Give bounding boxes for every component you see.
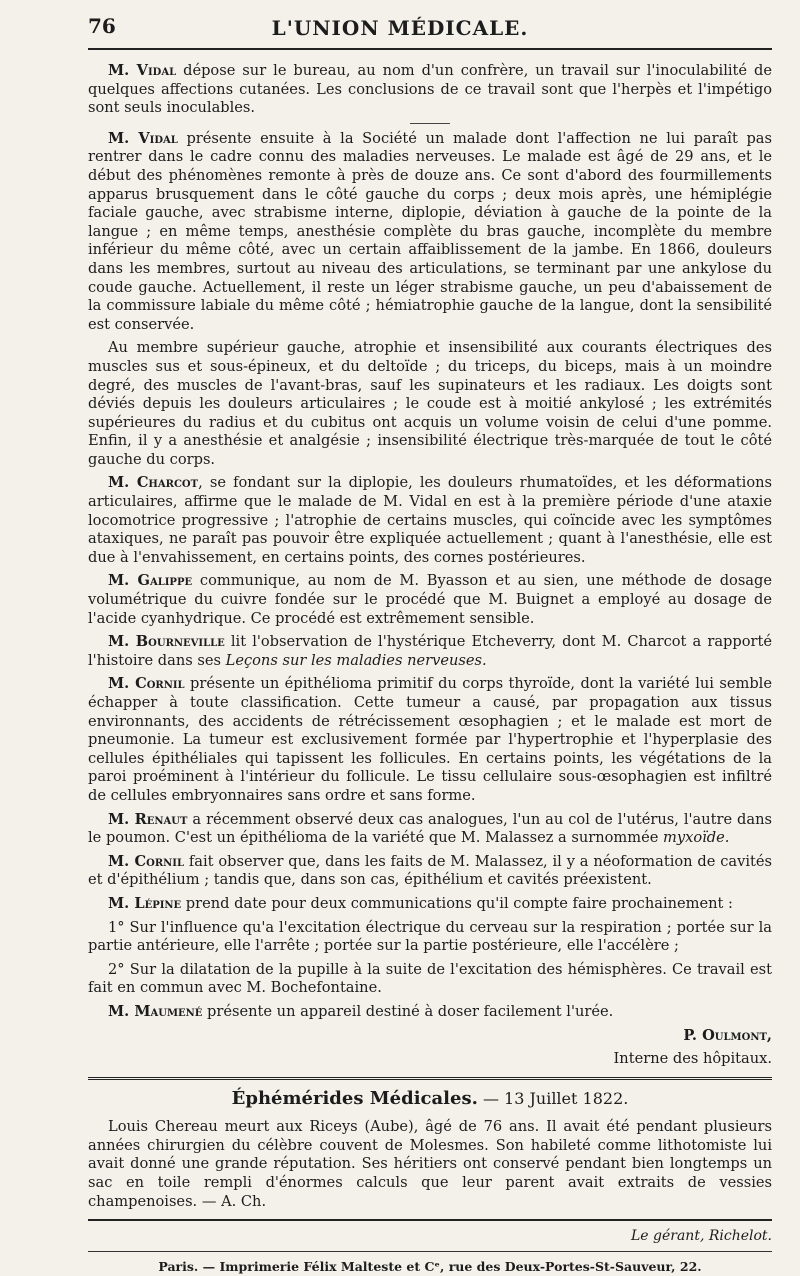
paragraph-text: communique, au nom de M. Byasson et au sien, une méthode de dosage volumétrique du cuivre fondée sur le procédé que M. Buignet a employé au dosage de l'acide cyanhydrique. Ce procédé est extrêmement sensible. (88, 572, 772, 627)
speaker-name: M. Vidal (108, 129, 178, 147)
speaker-name: M. Charcot (108, 474, 199, 492)
italic-term: myxoïde. (663, 829, 730, 847)
paragraph-text: prend date pour deux communications qu'il compte faire prochainement : (181, 894, 733, 912)
paragraph: Au membre supérieur gauche, atrophie et insensibilité aux courants électriques des muscles sus et sous-épineux, et du deltoïde ; du triceps, du biceps, mais à un moindre degré, des muscles de l'avant-bras, sauf les supinateurs et les radiaux. Les doigts sont déviés depuis les douleurs articulaires ; le coude est à moitié ankylosé ; les extrémités supérieures du radius et du cubitus ont acquis un volume voisin de celui d'une pomme. Enfin, il y a anesthésie et analgésie ; insensibilité électrique très-marquée de tout le côté gauche du corps. (88, 339, 772, 468)
paragraph (88, 853, 772, 890)
list-item: 2° Sur la dilatation de la pupille à la suite de l'excitation des hémisphères. Ce travail est fait en commun avec M. Bochefontaine. (88, 960, 772, 997)
article-body (88, 62, 772, 1276)
paragraph-text: a récemment observé deux cas analogues, l'un au col de l'utérus, l'autre dans le poumon. C'est un épithélioma de la variété que M. Malassez a surnommée (88, 810, 772, 847)
book-title: Leçons sur les maladies nerveuses. (225, 651, 487, 669)
paragraph (88, 62, 772, 118)
signature-name: P. Oulmont, (683, 1026, 772, 1044)
paragraph (88, 675, 772, 805)
speaker-name: M. Galippe (108, 572, 193, 590)
ephemerides-title (88, 1087, 772, 1109)
ephemerides-text: Louis Chereau meurt aux Riceys (Aube), âgé de 76 ans. Il avait été pendant plusieurs années chirurgien du célèbre couvent de Molesmes. Son habileté comme lithotomiste lui avait donné une grande réputation. Ses héritiers ont conservé pendant bien longtemps un sac en toile rempli d'énormes calculs que leur parent avait extraits de vessies champenoises. — A. Ch. (88, 1118, 772, 1210)
gerant-text: Le gérant, Richelot. (630, 1228, 772, 1245)
paragraph (88, 1003, 772, 1022)
section-divider (88, 1077, 772, 1080)
paragraph-text: lit l'observation de l'hystérique Etcheverry, dont M. Charcot a rapporté l'histoire dans ses (88, 633, 772, 669)
separator (410, 123, 450, 124)
page-header (88, 14, 772, 50)
ephemerides-heading: Éphémérides Médicales. (231, 1087, 478, 1109)
list-item: 1° Sur l'influence qu'a l'excitation électrique du cerveau sur la respiration ; portée sur la partie antérieure, elle l'arrête ; portée sur la partie postérieure, elle l'accélère ; (88, 918, 772, 955)
paragraph-text: présente ensuite à la Société un malade dont l'affection ne lui paraît pas rentrer dans le cadre connu des maladies nerveuses. Le malade est âgé de 29 ans, et le début des phénomènes remonte à près de douze ans. Ce sont d'abord des fourmillements apparus brusquement dans le côté gauche du corps ; deux mois après, une hémiplégie faciale gauche, avec strabisme interne, diplopie, déviation à gauche de la pointe de la langue ; en même temps, anesthésie complète du bras gauche, incomplète du membre inférieur du même côté, avec un certain affaiblissement de la jambe. En 1866, douleurs dans les membres, surtout au niveau des articulations, se terminant par une ankylose du coude gauche. Actuellement, il reste un léger strabisme gauche, un peu d'abaissement de la commissure labiale du même côté ; hémiatrophie gauche de la langue, dont la sensibilité est conservée. (88, 129, 772, 333)
speaker-name: M. Bourneville (108, 633, 225, 651)
paragraph (88, 811, 772, 848)
speaker-name: M. Maumené (108, 1002, 203, 1020)
speaker-name: M. Vidal (108, 62, 177, 79)
page-number: 76 (88, 14, 116, 38)
speaker-name: M. Lépine (108, 894, 182, 912)
paragraph-text: présente un appareil destiné à doser facilement l'urée. (202, 1002, 614, 1020)
paragraph-text: fait observer que, dans les faits de M. Malassez, il y a néoformation de cavités et d'épithélium ; tandis que, dans son cas, épithélium et cavités préexistent. (88, 852, 772, 889)
ephemerides-date: — 13 Juillet 1822. (477, 1088, 629, 1108)
speaker-name: M. Renaut (108, 810, 188, 828)
paragraph (88, 633, 772, 670)
paragraph (88, 474, 772, 567)
imprint-line: Paris. — Imprimerie Félix Malteste et Cᵉ, rue des Deux-Portes-St-Sauveur, 22. (88, 1251, 772, 1276)
speaker-name: M. Cornil (108, 852, 185, 870)
speaker-name: M. Cornil (108, 675, 185, 693)
paragraph (88, 130, 772, 335)
paragraph-text: , se fondant sur la diplopie, les douleurs rhumatoïdes, et les déformations articulaires, affirme que le malade de M. Vidal en est à la première période d'une ataxie locomotrice progressive ; l'atrophie de certains muscles, qui coïncide avec les symptômes ataxiques, ne paraît pas pouvoir être expliquée actuellement ; quant à l'anesthésie, elle est due à l'envahissement, en certains points, des cornes postérieures. (88, 474, 772, 566)
footer-rule (88, 1219, 772, 1221)
paragraph-text: présente un épithélioma primitif du corps thyroïde, dont la variété lui semble échapper à toute classification. Cette tumeur a causé, par propagation aux tissus environnants, des accidents de rétrécissement œsophagien ; et le malade est mort de pneumonie. La tumeur est exclusivement formée par l'hypertrophie et l'hyperplasie des cellules épithéliales qui tapissent les follicules. En certains points, les végétations de la paroi proéminent à l'intérieur du follicule. Le tissu cellulaire sous-œsophagien est infiltré de cellules embryonnaires sans ordre et sans forme. (88, 675, 772, 804)
running-title: L'UNION MÉDICALE. (271, 16, 529, 40)
signature-title: Interne des hôpitaux. (613, 1050, 772, 1068)
paragraph (88, 572, 772, 628)
paragraph (88, 895, 772, 914)
paragraph-text: dépose sur le bureau, au nom d'un confrère, un travail sur l'inoculabilité de quelques affections cutanées. Les conclusions de ce travail sont que l'herpès et l'impétigo sont seuls inoculables. (88, 62, 773, 117)
gerant-line (88, 1227, 772, 1246)
